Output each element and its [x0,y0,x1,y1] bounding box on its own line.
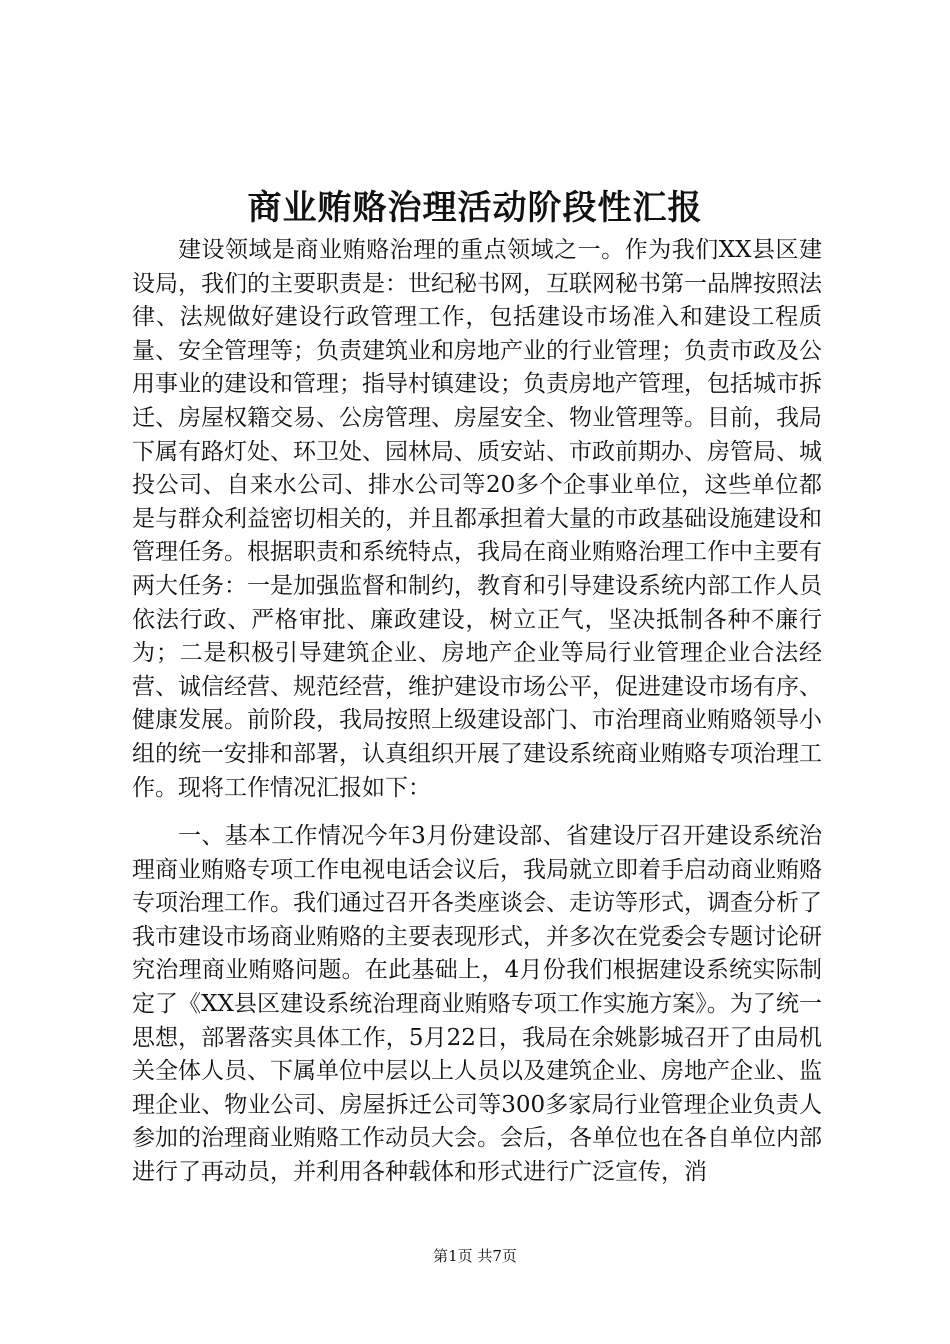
body-paragraph-2: 一、基本工作情况今年3月份建设部、省建设厅召开建设系统治理商业贿赂专项工作电视电话会议后，我局就立即着手启动商业贿赂专项治理工作。我们通过召开各类座谈会、走访等形式，调查分析了我市建设市场商业贿赂的主要表现形式，并多次在党委会专题讨论研究治理商业贿赂问题。在此基础上，4月份我们根据建设系统实际制定了《XX县区建设系统治理商业贿赂专项工作实施方案》。为了统一思想，部署落实具体工作，5月22日，我局在余姚影城召开了由局机关全体人员、下属单位中层以上人员以及建筑企业、房地产企业、监理企业、物业公司、房屋拆迁公司等300多家局行业管理企业负责人参加的治理商业贿赂工作动员大会。会后，各单位也在各自单位内部进行了再动员，并利用各种载体和形式进行广泛宣传，消 [132,823,822,1185]
body-paragraph-1: 建设领域是商业贿赂治理的重点领域之一。作为我们XX县区建设局，我们的主要职责是：世纪秘书网，互联网秘书第一品牌按照法律、法规做好建设行政管理工作，包括建设市场准入和建设工程质量、安全管理等；负责建筑业和房地产业的行业管理；负责市政及公用事业的建设和管理；指导村镇建设；负责房地产管理，包括城市拆迁、房屋权籍交易、公房管理、房屋安全、物业管理等。目前，我局下属有路灯处、环卫处、园林局、质安站、市政前期办、房管局、城投公司、自来水公司、排水公司等20多个企事业单位，这些单位都是与群众利益密切相关的，并且都承担着大量的市政基础设施建设和管理任务。根据职责和系统特点，我局在商业贿赂治理工作中主要有两大任务：一是加强监督和制约，教育和引导建设系统内部工作人员依法行政、严格审批、廉政建设，树立正气，坚决抵制各种不廉行为；二是积极引导建筑企业、房地产企业等局行业管理企业合法经营、诚信经营、规范经营，维护建设市场公平，促进建设市场有序、健康发展。前阶段，我局按照上级建设部门、市治理商业贿赂领导小组的统一安排和部署，认真组织开展了建设系统商业贿赂专项治理工作。现将工作情况汇报如下： [132,237,822,801]
page-number-footer: 第1页 共7页 [433,1247,517,1265]
document-title: 商业贿赂治理活动阶段性汇报 [247,188,703,228]
